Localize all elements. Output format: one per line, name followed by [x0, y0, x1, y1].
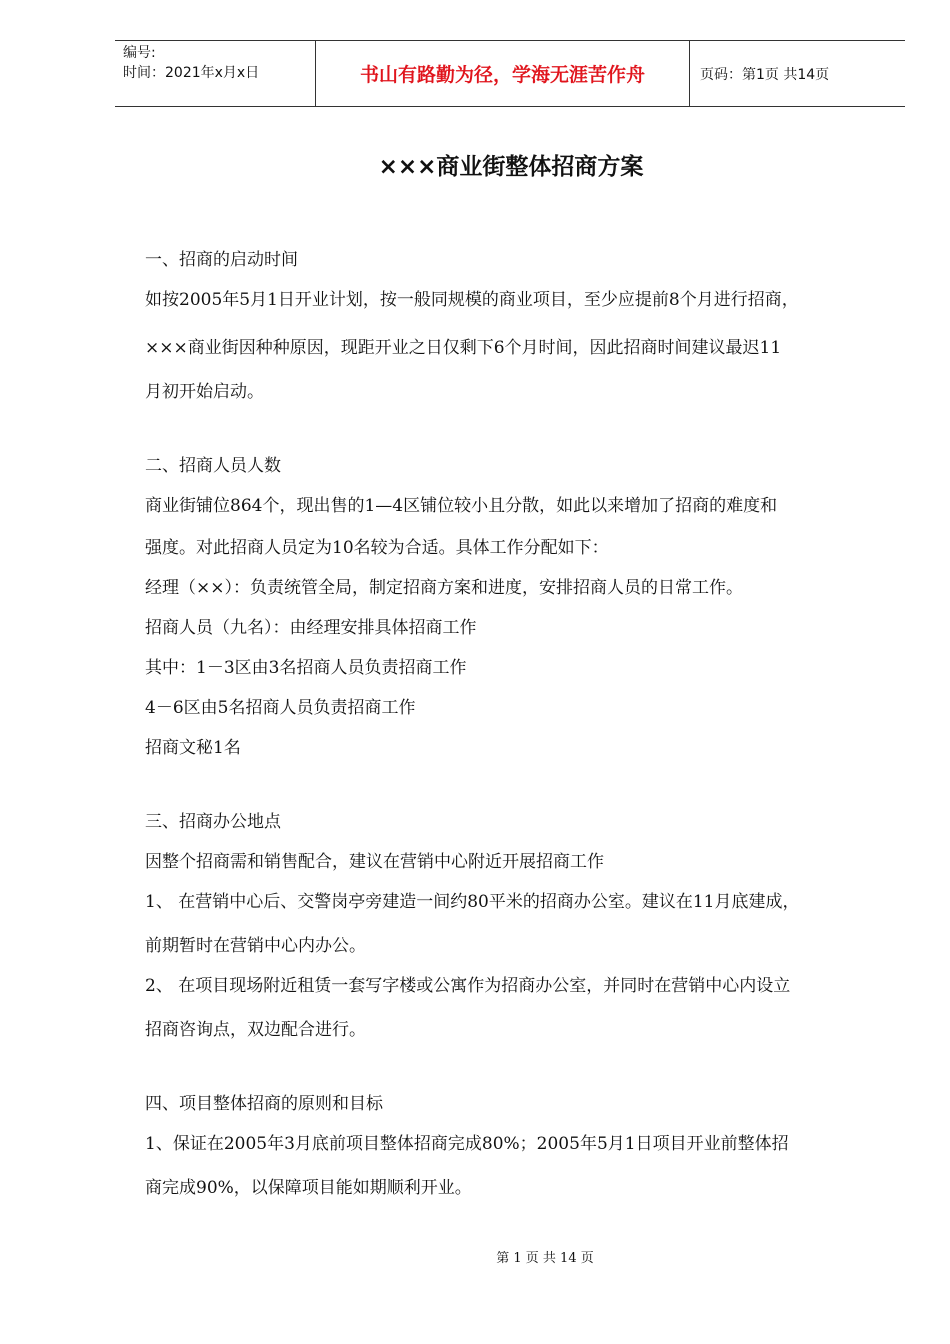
paragraph-line: 前期暂时在营销中心内办公。	[145, 936, 366, 956]
section-heading-3: 三、招商办公地点	[145, 812, 281, 832]
paragraph-line: 强度。对此招商人员定为10名较为合适。具体工作分配如下：	[145, 538, 609, 558]
paragraph-line: ×××商业街因种种原因，现距开业之日仅剩下6个月时间，因此招商时间建议最迟11	[145, 338, 782, 358]
header-meta	[115, 41, 316, 106]
paragraph-line: 招商人员（九名）：由经理安排具体招商工作	[145, 618, 477, 638]
paragraph-line: 商业街铺位864个，现出售的1—4区铺位较小且分散，如此以来增加了招商的难度和	[145, 496, 778, 516]
paragraph-line: 1、 在营销中心后、交警岗亭旁建造一间约80平米的招商办公室。建议在11月底建成，	[145, 892, 800, 912]
paragraph-line: 1、保证在2005年3月底前项目整体招商完成80%；2005年5月1日项目开业前整体招	[145, 1134, 789, 1154]
paragraph-line: 2、 在项目现场附近租赁一套写字楼或公寓作为招商办公室，并同时在营销中心内设立	[145, 976, 791, 996]
paragraph-line: 商完成90%，以保障项目能如期顺利开业。	[145, 1178, 472, 1198]
time-label: 时间：2021年x月x日	[123, 65, 260, 81]
number-label: 编号:	[123, 45, 156, 61]
page-header	[115, 40, 905, 107]
section-heading-4: 四、项目整体招商的原则和目标	[145, 1094, 383, 1114]
paragraph-line: 经理（××）：负责统管全局，制定招商方案和进度，安排招商人员的日常工作。	[145, 578, 743, 598]
paragraph-line: 招商文秘1名	[145, 738, 241, 758]
document-body	[145, 246, 895, 1214]
paragraph-line: 其中：1－3区由3名招商人员负责招商工作	[145, 658, 467, 678]
page-footer: 第 1 页 共 14 页	[496, 1251, 594, 1266]
header-motto: 书山有路勤为径，学海无涯苦作舟	[316, 41, 690, 106]
paragraph-line: 如按2005年5月1日开业计划，按一般同规模的商业项目，至少应提前8个月进行招商，	[145, 290, 799, 310]
paragraph-line: 4－6区由5名招商人员负责招商工作	[145, 698, 416, 718]
section-heading-1: 一、招商的启动时间	[145, 250, 298, 270]
paragraph-line: 招商咨询点，双边配合进行。	[145, 1020, 366, 1040]
paragraph-line: 因整个招商需和销售配合，建议在营销中心附近开展招商工作	[145, 852, 604, 872]
paragraph-line: 月初开始启动。	[145, 382, 264, 402]
section-heading-2: 二、招商人员人数	[145, 456, 281, 476]
header-page-info: 页码：第1页 共14页	[700, 66, 830, 83]
document-title: ×××商业街整体招商方案	[378, 154, 644, 180]
